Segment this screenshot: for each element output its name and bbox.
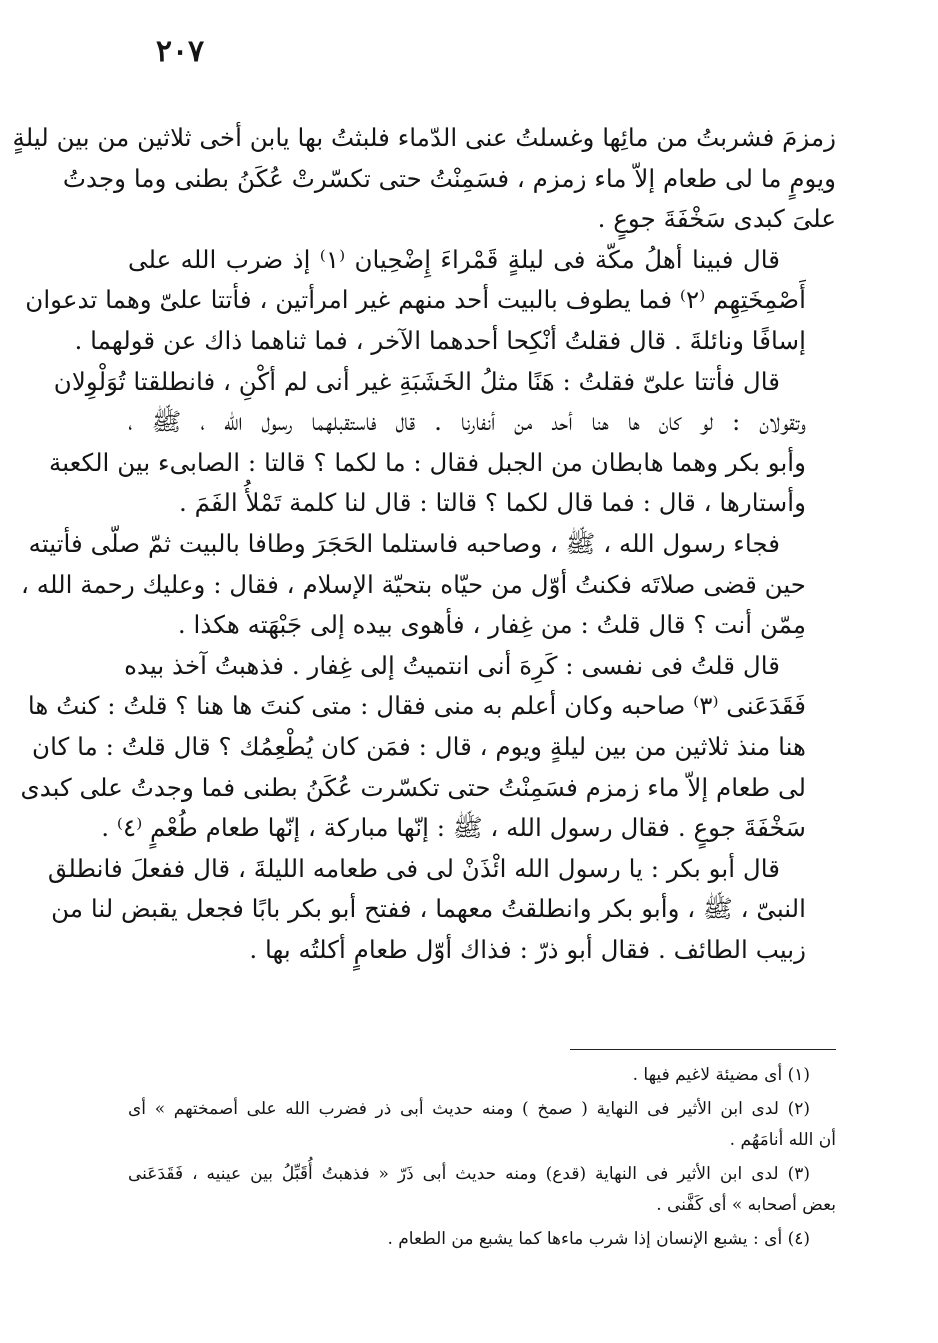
paragraph xyxy=(25,240,836,362)
footnote xyxy=(128,1224,836,1255)
footnote-line: (٣) لدى ابن الأثير فى النهاية (قدع) ومنه حديث أبى ذَرّ « فذهبتُ أُقَبِّلُ بين عينيه ، فَقَدَعَنى xyxy=(128,1164,810,1184)
text-line: فجاء رسول الله ، ﷺ ، وصاحبه فاستلما الحَجَرَ وطافا بالبيت ثمّ صلّى فأتيته xyxy=(28,528,780,558)
text-line: قال فبينا أهلُ مكّة فى ليلةٍ قَمْراءَ إِضْحِيان ⁽١⁾ إذ ضرب الله على xyxy=(128,244,780,274)
text-line: فَقَدَعَنى ⁽٣⁾ صاحبه وكان أعلم به منى فقال : متى كنتَ ها هنا ؟ قلتُ : كنتُ ها xyxy=(27,691,806,721)
paragraph xyxy=(21,524,836,646)
text-line: علىَ كبدى سَخْفَةَ جوعٍ . xyxy=(597,204,836,234)
paragraph xyxy=(49,362,836,524)
footnote-line: أن الله أنامَهُم . xyxy=(729,1130,836,1150)
paragraph xyxy=(47,849,836,971)
text-line: زبيب الطائف . فقال أبو ذرّ : فذاك أوّل طعامٍ أكلتُه بها . xyxy=(249,934,806,964)
page-number: ٢٠٧ xyxy=(155,34,205,69)
footnote-line: (١) أى مضيئة لاغيم فيها . xyxy=(632,1065,810,1085)
paragraph xyxy=(12,118,836,240)
text-line: مِمّن أنت ؟ قال قلتُ : من غِفار ، فأهوى بيده إلى جَبْهَته هكذا . xyxy=(177,610,806,640)
text-line: وأستارها ، قال : فما قال لكما ؟ قالتا : قال لنا كلمة تَمْلأُ الفَمَ . xyxy=(178,488,806,518)
footnotes xyxy=(128,1060,836,1258)
text-line: ويومٍ ما لى طعام إلاّ ماء زمزم ، فسَمِنْتُ حتى تكسّرتْ عُكَنُ بطنى وما وجدتُ xyxy=(62,163,836,193)
text-line: النبىّ ، ﷺ ، وأبو بكر وانطلقتُ معهما ، ففتح أبو بكر بابًا فجعل يقبض لنا من xyxy=(51,894,806,924)
footnote xyxy=(128,1060,836,1091)
text-line: سَخْفَةَ جوعٍ . فقال رسول الله ، ﷺ : إنّها مباركة ، إنّها طعام طُعْمٍ ⁽٤⁾ . xyxy=(101,813,806,843)
text-line: قال أبو بكر : يا رسول الله ائْذَنْ لى فى طعامه الليلةَ ، قال ففعلَ فانطلق xyxy=(47,853,780,883)
footnote xyxy=(128,1159,836,1221)
text-line: إسافًا ونائلةَ . قال فقلتُ أنْكِحا أحدهما الآخر ، فما ثناهما ذاك عن قولهما . xyxy=(74,325,806,355)
text-line: أَصْمِخَتِهِم ⁽٢⁾ فما يطوف بالبيت أحد منهم غير امرأتين ، فأتتا علىّ وهما تدعوان xyxy=(25,285,806,315)
text-line: وأبو بكر وهما هابطان من الجبل فقال : ما لكما ؟ قالتا : الصابىء بين الكعبة xyxy=(49,447,806,477)
text-line: هنا منذ ثلاثين من بين ليلةٍ ويوم ، قال : فمَن كان يُطْعِمُك ؟ قال قلتُ : ما كان xyxy=(32,731,806,761)
footnote-line: (٢) لدى ابن الأثير فى النهاية ( صمخ ) ومنه حديث أبى ذر فضرب الله على أصمختهم » أى xyxy=(128,1099,810,1119)
footnote-divider xyxy=(570,1049,836,1050)
paragraph xyxy=(20,646,836,849)
footnote xyxy=(128,1094,836,1156)
text-line: قال فأتتا علىّ فقلتُ : هَنًا مثلُ الخَشَبَةِ غير أنى لم أكْنِ ، فانطلقتا تُوَلْوِلان xyxy=(53,366,780,396)
text-line: قال قلتُ فى نفسى : كَرِهَ أنى انتميتُ إلى غِفار . فذهبتُ آخذ بيده xyxy=(124,650,780,680)
text-line: وتقولان : لو كان ها هنا أحد من أنفارنا . قال فاستقبلهما رسول الله ، ﷺ ، xyxy=(128,407,806,437)
text-line: لى طعام إلاّ ماء زمزم فسَمِنْتُ حتى تكسّرت عُكَنُ بطنى فما وجدتُ على كبدى xyxy=(20,772,806,802)
text-line: حين قضى صلاتَه فكنتُ أوّل من حيّاه بتحيّة الإسلام ، فقال : وعليك رحمة الله ، xyxy=(21,569,806,599)
text-line: زمزمَ فشربتُ من مائِها وغسلتُ عنى الدّماء فلبثتُ بها يابن أخى ثلاثين من بين ليلةٍ xyxy=(12,123,836,152)
footnote-line: بعض أصحابه » أى كَفَّنى . xyxy=(656,1195,836,1215)
main-text xyxy=(12,118,836,970)
footnote-line: (٤) أى : يشبع الإنسان إذا شرب ماءها كما يشبع من الطعام . xyxy=(387,1229,810,1249)
